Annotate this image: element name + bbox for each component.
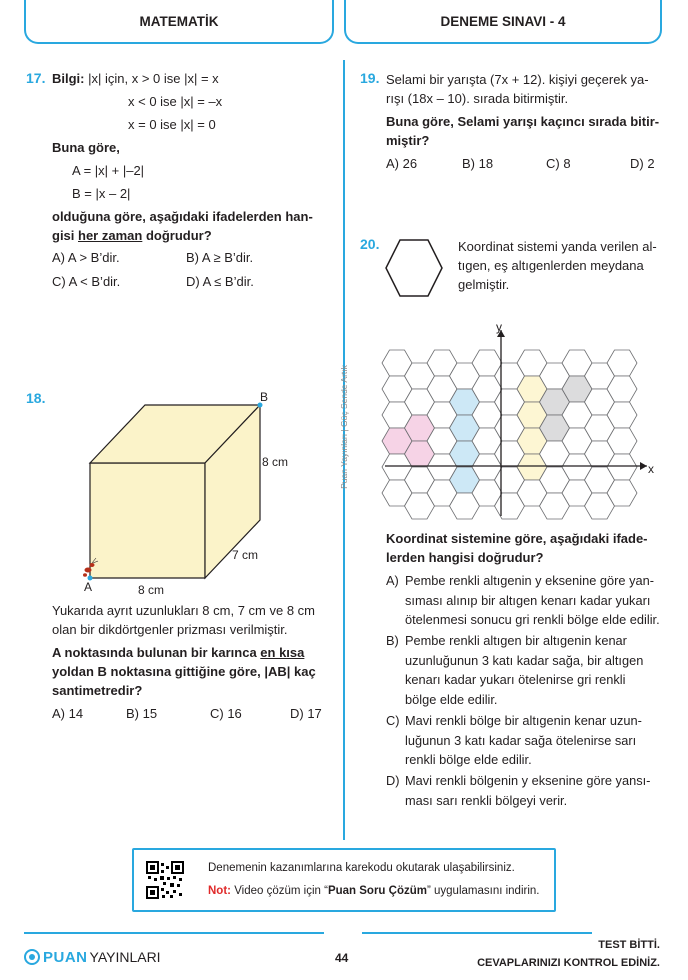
footer-info-line2 [208,883,539,899]
test-end-line2: CEVAPLARINIZI KONTROL EDİNİZ. [477,957,660,969]
logo-text-yayinlari: YAYINLARI [89,949,161,965]
q20-option-d-line2: ması sarı renkli bölgeyi verir. [405,792,568,808]
q18-option-d[interactable]: D) 17 [290,706,322,721]
page-number: 44 [335,951,349,965]
q20-option-d[interactable] [386,771,666,810]
hexagon-grid [375,320,665,520]
q20-option-c-line2: luğunun 3 katı kadar sağa ötelenirse sarı [405,732,637,748]
q17-option-b[interactable]: B) A ≥ B’dir. [186,250,254,265]
x-axis-arrow [640,462,647,470]
q17-number: 17. [26,70,46,86]
q17-buna-gore: Buna göre, [52,140,120,155]
q17-stem-part-b: doğrudur? [142,228,212,243]
watermark [336,340,352,520]
q19-text-line1: Selami bir yarışta (7x + 12). kişiyi geçerek ya- [386,72,649,87]
q17-stem-underlined: her zaman [78,228,143,243]
q20-option-a-line1: Pembe renkli altıgenin y eksenine göre yan- [405,573,654,588]
q20-number: 20. [360,236,380,252]
q20-intro-line3: gelmiştir. [458,277,510,292]
footer-not-label: Not: [208,885,231,897]
q17-info-line1 [52,68,219,89]
q17-stem-line2 [52,225,212,246]
q18-option-a[interactable]: A) 14 [52,706,84,721]
prism-label-depth: 7 cm [232,548,259,562]
prism-label-a: A [84,580,93,594]
q17-stem-part-a: gisi [52,228,79,243]
q18-question-line2: yoldan B noktasına gittiğine göre, |AB| kaç [52,664,316,679]
q17-option-d[interactable]: D) A ≤ B’dir. [186,274,254,289]
footer-rule-left [24,932,324,934]
q17-equation-b: B = |x – 2| [72,186,131,201]
qr-code-icon[interactable] [146,861,184,899]
q20-option-b-line1: Pembe renkli altıgen bir altıgenin kenar [405,633,627,648]
q19-option-a[interactable]: A) 26 [386,156,418,171]
q20-intro-line2: tıgen, eş altıgenlerden meydana [458,258,644,273]
q17-info-text: |x| için, x > 0 ise |x| = x [84,71,219,86]
q18-text-line2: olan bir dikdörtgenler prizması verilmiştir. [52,622,288,637]
q18-question-underlined: en kısa [260,645,305,660]
prism-figure [30,388,330,598]
watermark-text: Puan Yayınları | Güç Sende Artık [339,365,349,489]
q20-option-a-line2: sıması alınıp bir altıgen kenarı kadar yukarı [405,592,651,608]
publisher-logo [24,946,161,968]
q17-stem-line1: olduğuna göre, aşağıdaki ifadelerden han- [52,209,313,224]
q19-option-b[interactable]: B) 18 [462,156,494,171]
q20-option-c[interactable] [386,711,666,770]
logo-mark-icon [24,949,40,965]
q20-option-c-line3: renkli bölge elde edilir. [405,752,532,767]
footer-info-box [132,848,556,912]
footer-info-text-a: Video çözüm için “ [231,885,328,897]
q18-number: 18. [26,390,46,406]
q17-option-c[interactable]: C) A < B’dir. [52,274,121,289]
q17-info-line3: x = 0 ise |x| = 0 [128,117,216,132]
footer-info-line1: Denemenin kazanımlarına karekodu okutarak ulaşabilirsiniz. [208,862,515,874]
q20-question-line2: lerden hangisi doğrudur? [386,550,544,565]
q19-question-line2: miştir? [386,133,430,148]
prism-label-height: 8 cm [262,455,289,469]
q20-question-line1: Koordinat sistemine göre, aşağıdaki ifade- [386,531,648,546]
q20-option-c-line1: Mavi renkli bölge bir altıgenin kenar uzun- [405,713,642,728]
header-subject [24,0,334,44]
q18-option-b[interactable]: B) 15 [126,706,158,721]
q17-info-line2: x < 0 ise |x| = –x [128,94,223,109]
prism-label-b: B [260,390,269,404]
q17-equation-a: A = |x| + |–2| [72,163,145,178]
header-subject-text: MATEMATİK [139,13,219,29]
q18-option-c[interactable]: C) 16 [210,706,242,721]
axis-y-label: y [496,320,502,334]
q19-number: 19. [360,70,380,86]
q19-text-line2: rışı (18x – 10). sırada bitirmiştir. [386,91,569,106]
q18-question-part-a: A noktasında bulunan bir karınca [52,645,261,660]
q17-option-a[interactable]: A) A > B’dir. [52,250,120,265]
axis-x-label: x [648,462,654,476]
q20-option-d-line1: Mavi renkli bölgenin y eksenine göre yansı- [405,773,651,788]
test-end-line1: TEST BİTTİ. [598,939,660,951]
q20-option-b-letter: B) [386,633,399,648]
header-exam [344,0,662,44]
q19-option-d[interactable]: D) 2 [630,156,655,171]
q19-option-c[interactable]: C) 8 [546,156,571,171]
q18-text-line1: Yukarıda ayrıt uzunlukları 8 cm, 7 cm ve 8 cm [52,603,315,618]
q20-option-c-letter: C) [386,713,400,728]
q20-option-a-line3: ötelenmesi sonucu gri renkli bölge elde edilir. [405,612,660,627]
q20-option-b-line2: uzunluğunun 3 katı kadar sağa, bir altıgen [405,652,644,668]
q18-question-line1 [52,642,304,663]
q18-question-line3: santimetredir? [52,683,143,698]
q20-option-d-letter: D) [386,773,400,788]
q17-info-label: Bilgi: [52,71,85,86]
footer-app-name: Puan Soru Çözüm [327,885,427,897]
q20-option-b-line4: bölge elde edilir. [405,691,498,707]
q20-option-b-line3: kenarı kadar yukarı ötelenirse gri renkli [405,672,626,687]
q19-question-line1: Buna göre, Selami yarışı kaçıncı sırada bitir- [386,114,660,129]
hexagon-icon [383,237,445,299]
q20-option-a-letter: A) [386,573,399,588]
logo-text-puan: PUAN [43,948,88,966]
footer-rule-right [362,932,592,934]
q20-option-a[interactable] [386,571,666,630]
q20-option-b[interactable] [386,631,666,709]
prism-label-width: 8 cm [138,583,165,597]
footer-info-text-c: ” uygulamasını indirin. [426,885,540,897]
q20-intro-line1: Koordinat sistemi yanda verilen al- [458,239,657,254]
header-exam-text: DENEME SINAVI - 4 [440,13,566,29]
